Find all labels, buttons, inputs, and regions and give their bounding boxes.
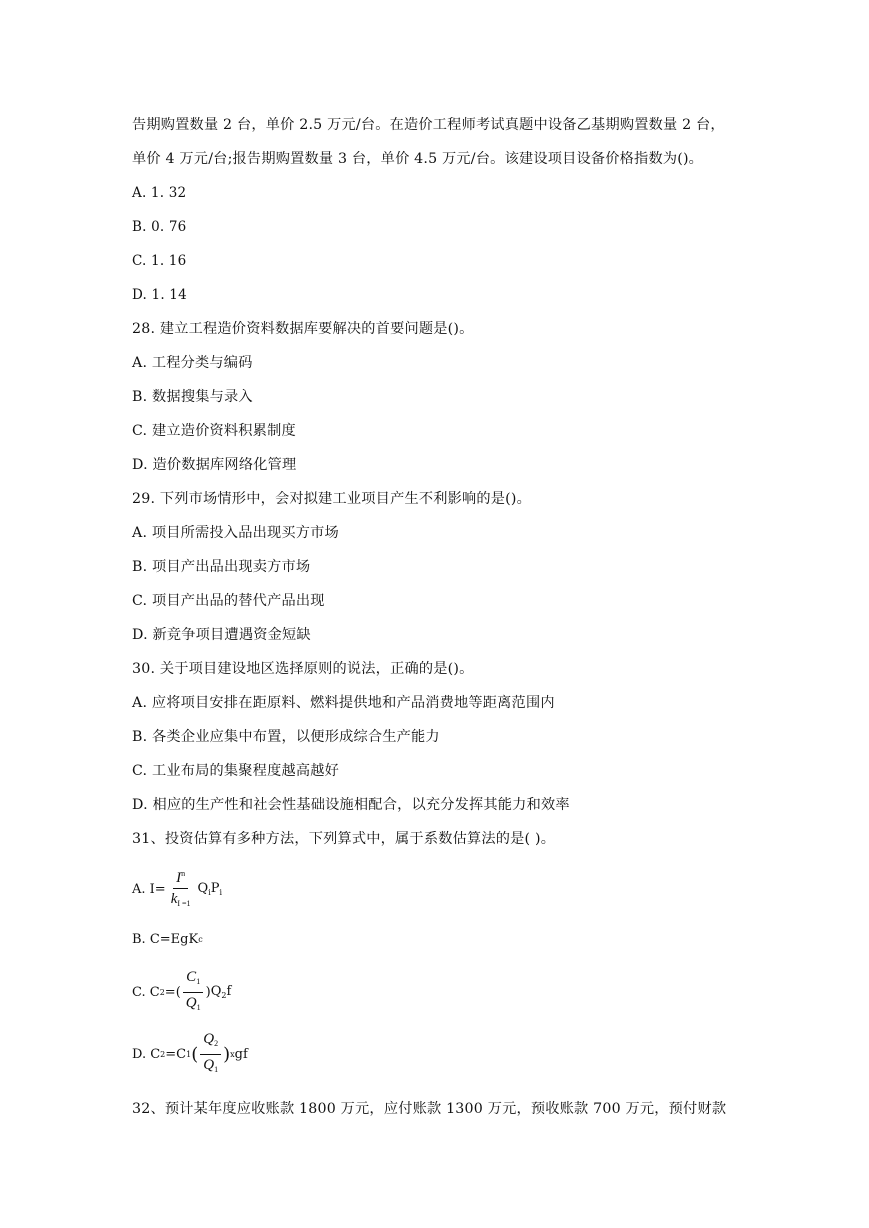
- q30-option-c: C. 工业布局的集聚程度越高越好: [132, 763, 340, 779]
- q31-option-a-formula: [132, 862, 752, 916]
- question-27-text-line-1: 告期购置数量 2 台，单价 2.5 万元/台。在造价工程师考试真题中设备乙基期购置数量 2 台，: [132, 117, 725, 133]
- question-28-text: 28. 建立工程造价资料数据库要解决的首要问题是()。: [132, 321, 474, 337]
- q30-option-d: D. 相应的生产性和社会性基础设施相配合，以充分发挥其能力和效率: [132, 797, 570, 813]
- formula-c-close: ): [205, 984, 211, 1000]
- q30-option-a: A. 应将项目安排在距原料、燃料提供地和产品消费地等距离范围内: [132, 695, 555, 711]
- q27-option-a: A. 1. 32: [132, 185, 187, 201]
- question-30-text: 30. 关于项目建设地区选择原则的说法，正确的是()。: [132, 661, 474, 677]
- formula-d-open: (: [191, 1043, 199, 1065]
- formula-d-eq: =C: [165, 1046, 187, 1062]
- formula-c-denominator: $Q_1$: [185, 994, 201, 1012]
- formula-c-prefix: C. C: [132, 984, 160, 1000]
- formula-a-p: $P_i$: [210, 881, 223, 897]
- formula-d-sup: x: [230, 1049, 235, 1059]
- q31-option-b-formula: [132, 922, 752, 956]
- question-27-text-line-2: 单价 4 万元/台;报告期购置数量 3 台，单价 4.5 万元/台。该建设项目设备价格指数为()。: [132, 151, 704, 167]
- q27-option-b: B. 0. 76: [132, 219, 187, 235]
- formula-d-denominator: $Q_1$: [203, 1056, 219, 1074]
- q28-option-a: A. 工程分类与编码: [132, 355, 253, 371]
- q28-option-d: D. 造价数据库网络化管理: [132, 457, 297, 473]
- q28-option-c: C. 建立造价资料积累制度: [132, 423, 296, 439]
- q31-option-d-formula: D. C 2 =C 1 ( $\frac{Q_2}{Q_1}$ ) x gf: [132, 1028, 752, 1080]
- formula-c-fraction: [183, 968, 204, 1017]
- q29-option-a: A. 项目所需投入品出现买方市场: [132, 525, 339, 541]
- formula-a-q: $Q_i$: [197, 881, 211, 897]
- formula-a-fraction: [168, 865, 194, 913]
- q27-option-d: D. 1. 14: [132, 287, 187, 303]
- document-page: [132, 108, 752, 1126]
- formula-d-close: ): [223, 1043, 231, 1065]
- q29-option-d: D. 新竞争项目遭遇资金短缺: [132, 627, 311, 643]
- formula-c-numerator: $C_1$: [183, 968, 203, 993]
- formula-c-eq: =(: [164, 984, 181, 1000]
- formula-a-numerator: $I^n$: [173, 865, 188, 889]
- question-31-text: 31、投资估算有多种方法，下列算式中，属于系数估算法的是( )。: [132, 831, 556, 847]
- q29-option-c: C. 项目产出品的替代产品出现: [132, 593, 325, 609]
- q27-option-c: C. 1. 16: [132, 253, 187, 269]
- formula-d-tail: gf: [234, 1046, 248, 1062]
- question-32-text: 32、预计某年度应收账款 1800 万元，应付账款 1300 万元，预收账款 700 万元，预付财款: [132, 1101, 727, 1117]
- q30-option-b: B. 各类企业应集中布置，以便形成综合生产能力: [132, 729, 440, 745]
- q31-option-c-formula: C. C 2 =( $\frac{C_1}{Q_1}$ ) $Q_2f$: [132, 966, 752, 1018]
- formula-d-numerator: $Q_2$: [200, 1030, 221, 1055]
- question-29-text: 29. 下列市场情形中，会对拟建工业项目产生不利影响的是()。: [132, 491, 532, 507]
- q28-option-b: B. 数据搜集与录入: [132, 389, 253, 405]
- formula-c-tail: $Q_2f$: [210, 984, 232, 1000]
- formula-d-fraction: [200, 1030, 221, 1079]
- formula-a-prefix: A. I=: [132, 881, 166, 897]
- formula-a-denominator: $k_{I =1}$: [170, 891, 191, 908]
- formula-d-prefix: D. C: [132, 1046, 161, 1062]
- formula-b-sub: c: [198, 934, 203, 944]
- q29-option-b: B. 项目产出品出现卖方市场: [132, 559, 311, 575]
- formula-b-text: B. C=EgK: [132, 931, 199, 947]
